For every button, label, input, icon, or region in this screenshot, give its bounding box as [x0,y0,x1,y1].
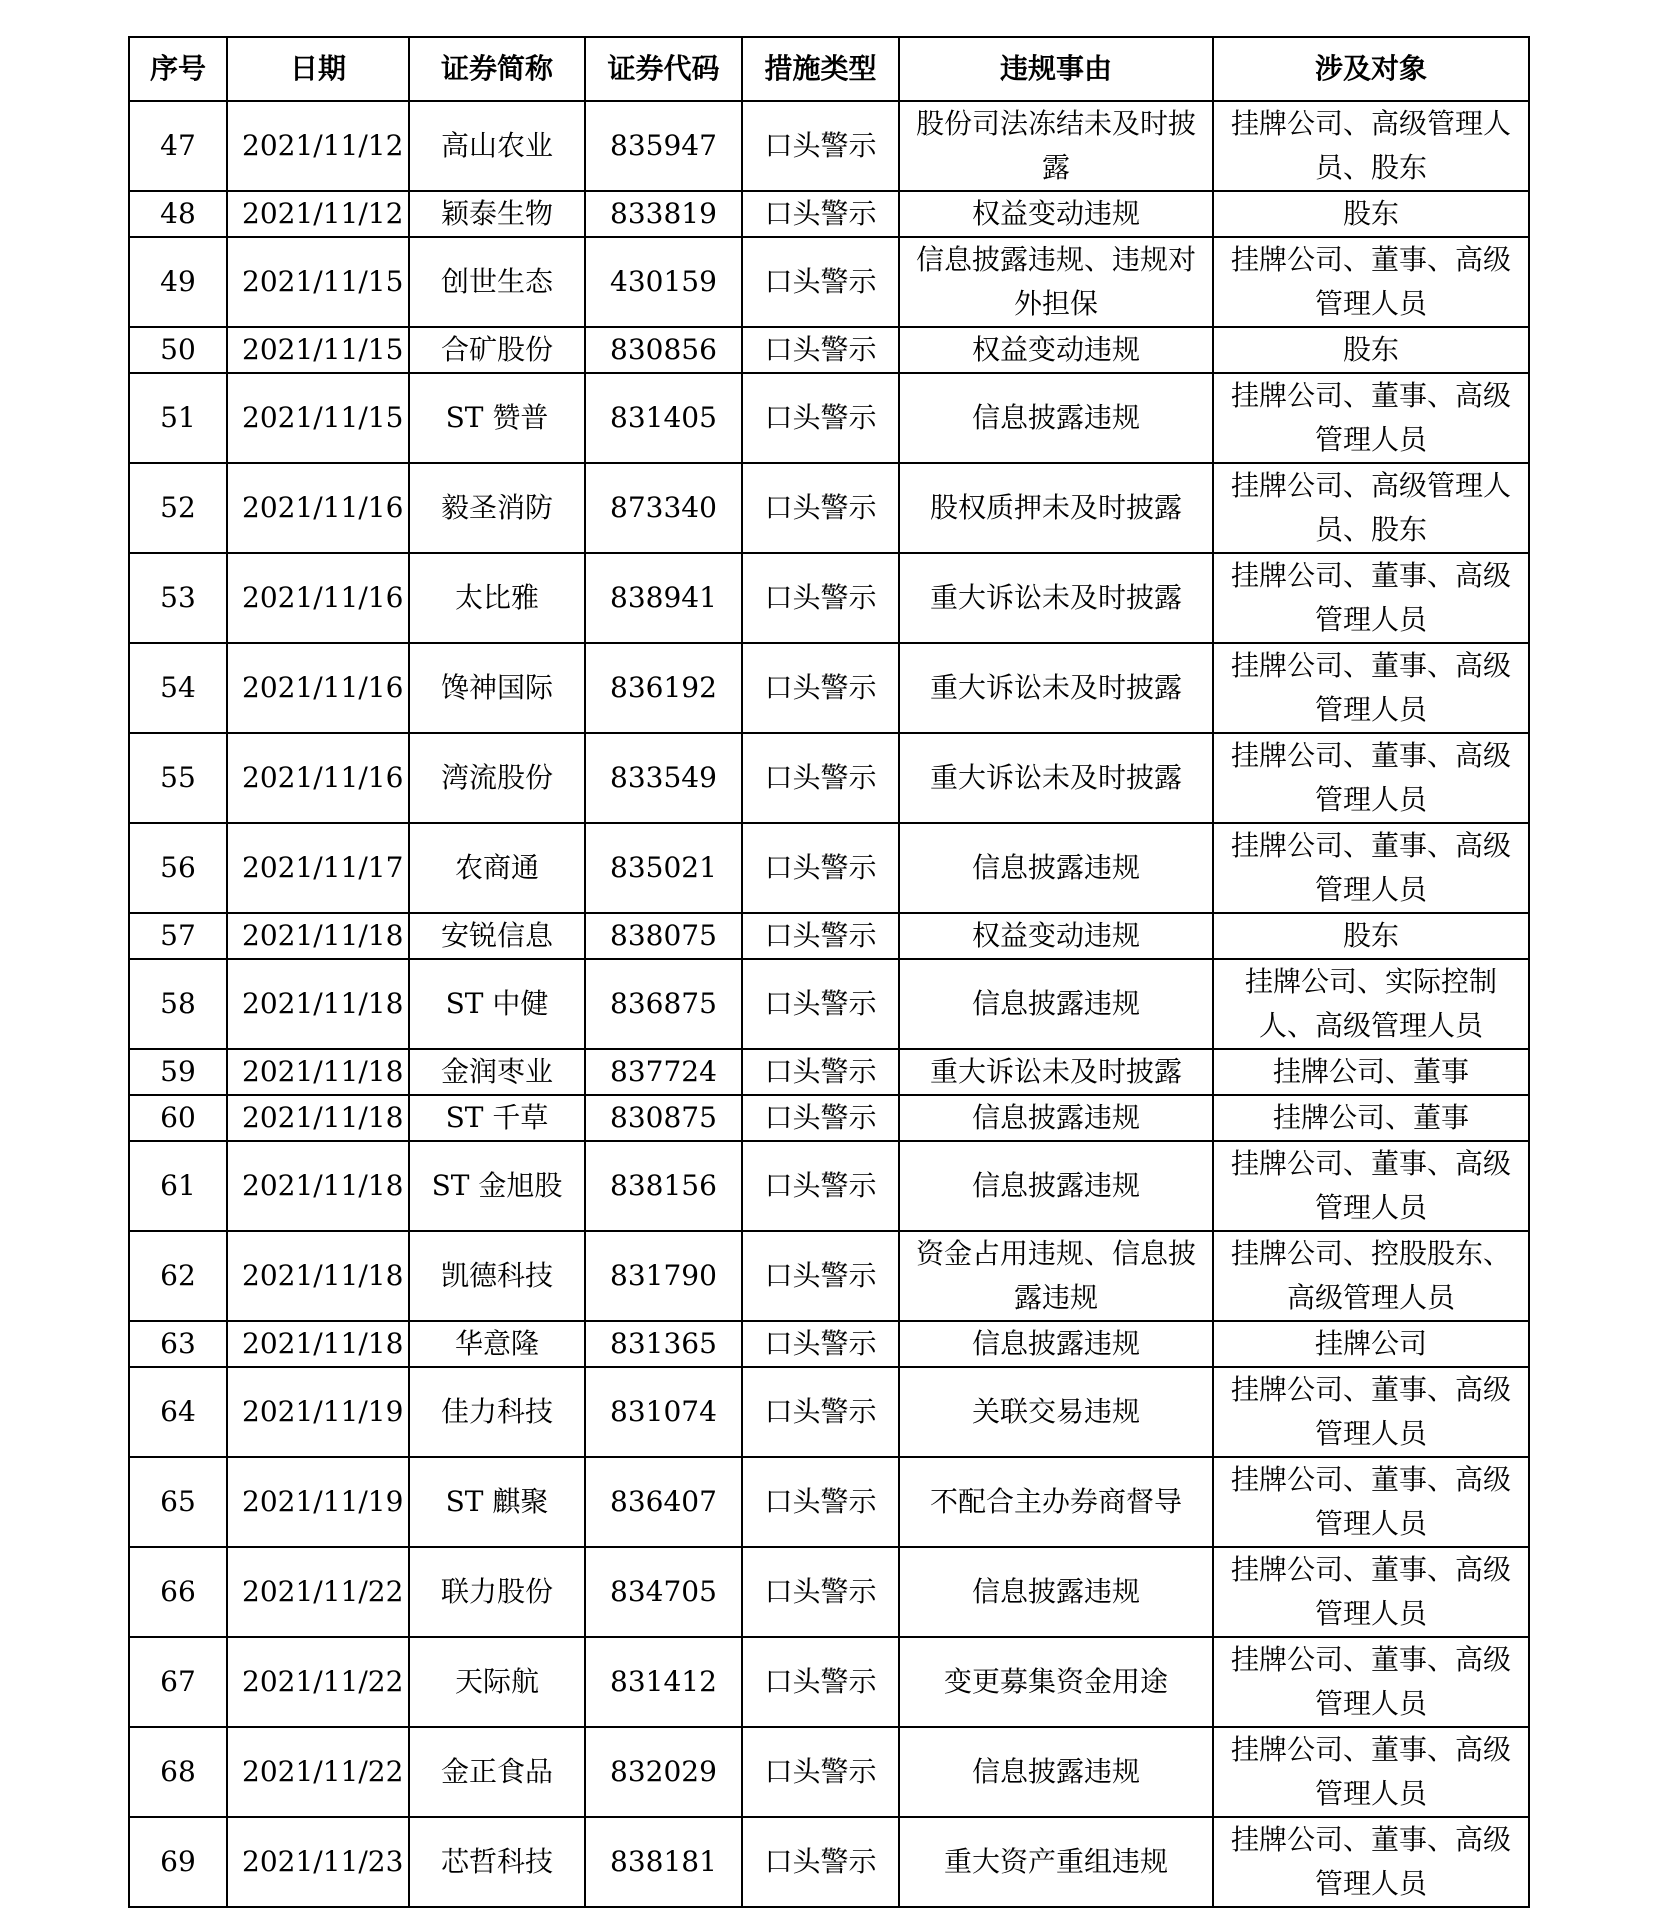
cell-security-code: 831365 [585,1321,742,1367]
cell-security-name: 佳力科技 [409,1367,585,1457]
table-row [129,373,1529,463]
cell-security-code: 873340 [585,463,742,553]
cell-measure-type: 口头警示 [742,101,899,191]
cell-security-code: 831412 [585,1637,742,1727]
cell-measure-type: 口头警示 [742,643,899,733]
cell-security-code: 836192 [585,643,742,733]
cell-date: 2021/11/18 [227,959,409,1049]
table-row [129,1321,1529,1367]
table-row [129,237,1529,327]
table-row [129,553,1529,643]
cell-violation-reason: 信息披露违规 [899,1727,1213,1817]
cell-no: 50 [129,327,227,373]
cell-security-name: ST 中健 [409,959,585,1049]
cell-date: 2021/11/12 [227,191,409,237]
cell-security-code: 835021 [585,823,742,913]
cell-no: 48 [129,191,227,237]
cell-security-name: ST 麒聚 [409,1457,585,1547]
cell-no: 62 [129,1231,227,1321]
cell-measure-type: 口头警示 [742,1367,899,1457]
cell-security-code: 831790 [585,1231,742,1321]
cell-measure-type: 口头警示 [742,1727,899,1817]
cell-security-name: 馋神国际 [409,643,585,733]
table-row [129,823,1529,913]
cell-no: 58 [129,959,227,1049]
cell-no: 54 [129,643,227,733]
cell-security-code: 835947 [585,101,742,191]
cell-no: 57 [129,913,227,959]
cell-security-name: ST 赞普 [409,373,585,463]
cell-involved-parties: 挂牌公司、董事 [1213,1095,1529,1141]
cell-involved-parties: 挂牌公司、董事、高级管理人员 [1213,643,1529,733]
cell-no: 61 [129,1141,227,1231]
cell-measure-type: 口头警示 [742,1049,899,1095]
cell-involved-parties: 挂牌公司、董事、高级管理人员 [1213,1547,1529,1637]
cell-measure-type: 口头警示 [742,733,899,823]
cell-security-code: 833549 [585,733,742,823]
cell-involved-parties: 挂牌公司、实际控制人、高级管理人员 [1213,959,1529,1049]
cell-date: 2021/11/19 [227,1367,409,1457]
cell-date: 2021/11/23 [227,1817,409,1907]
cell-violation-reason: 信息披露违规 [899,373,1213,463]
cell-security-name: 金正食品 [409,1727,585,1817]
cell-measure-type: 口头警示 [742,1547,899,1637]
header-row [129,37,1529,101]
cell-violation-reason: 关联交易违规 [899,1367,1213,1457]
cell-security-name: 凯德科技 [409,1231,585,1321]
header-date: 日期 [227,37,409,101]
table-row [129,1231,1529,1321]
cell-measure-type: 口头警示 [742,1637,899,1727]
cell-violation-reason: 资金占用违规、信息披露违规 [899,1231,1213,1321]
table-row [129,1141,1529,1231]
cell-involved-parties: 挂牌公司、高级管理人员、股东 [1213,463,1529,553]
cell-involved-parties: 挂牌公司、董事、高级管理人员 [1213,553,1529,643]
cell-involved-parties: 挂牌公司、董事、高级管理人员 [1213,733,1529,823]
cell-measure-type: 口头警示 [742,463,899,553]
cell-no: 63 [129,1321,227,1367]
violations-table [128,36,1530,1908]
cell-date: 2021/11/18 [227,1321,409,1367]
cell-involved-parties: 股东 [1213,913,1529,959]
cell-date: 2021/11/15 [227,373,409,463]
table-row [129,959,1529,1049]
cell-security-code: 838075 [585,913,742,959]
cell-security-name: 天际航 [409,1637,585,1727]
table-row [129,1367,1529,1457]
cell-security-code: 834705 [585,1547,742,1637]
cell-security-code: 832029 [585,1727,742,1817]
cell-measure-type: 口头警示 [742,1231,899,1321]
cell-date: 2021/11/22 [227,1727,409,1817]
table-row [129,1547,1529,1637]
cell-violation-reason: 股份司法冻结未及时披露 [899,101,1213,191]
table-row [129,1457,1529,1547]
cell-date: 2021/11/15 [227,237,409,327]
cell-involved-parties: 挂牌公司、董事 [1213,1049,1529,1095]
cell-security-name: 安锐信息 [409,913,585,959]
cell-involved-parties: 挂牌公司、控股股东、高级管理人员 [1213,1231,1529,1321]
cell-no: 55 [129,733,227,823]
cell-security-code: 830875 [585,1095,742,1141]
table-row [129,733,1529,823]
cell-security-name: 太比雅 [409,553,585,643]
cell-involved-parties: 挂牌公司、董事、高级管理人员 [1213,1457,1529,1547]
cell-date: 2021/11/16 [227,643,409,733]
cell-violation-reason: 变更募集资金用途 [899,1637,1213,1727]
cell-violation-reason: 重大诉讼未及时披露 [899,553,1213,643]
cell-involved-parties: 挂牌公司 [1213,1321,1529,1367]
table-row [129,1637,1529,1727]
cell-date: 2021/11/16 [227,733,409,823]
cell-date: 2021/11/19 [227,1457,409,1547]
cell-involved-parties: 挂牌公司、董事、高级管理人员 [1213,1637,1529,1727]
table-row [129,463,1529,553]
cell-measure-type: 口头警示 [742,913,899,959]
cell-measure-type: 口头警示 [742,237,899,327]
cell-measure-type: 口头警示 [742,1457,899,1547]
cell-date: 2021/11/12 [227,101,409,191]
cell-involved-parties: 挂牌公司、董事、高级管理人员 [1213,823,1529,913]
cell-security-name: 农商通 [409,823,585,913]
cell-involved-parties: 股东 [1213,327,1529,373]
cell-measure-type: 口头警示 [742,373,899,463]
cell-measure-type: 口头警示 [742,327,899,373]
cell-measure-type: 口头警示 [742,823,899,913]
cell-no: 51 [129,373,227,463]
cell-violation-reason: 权益变动违规 [899,191,1213,237]
cell-involved-parties: 挂牌公司、董事、高级管理人员 [1213,1367,1529,1457]
cell-violation-reason: 不配合主办券商督导 [899,1457,1213,1547]
table-row [129,327,1529,373]
header-violation-reason: 违规事由 [899,37,1213,101]
cell-security-name: ST 千草 [409,1095,585,1141]
cell-involved-parties: 挂牌公司、董事、高级管理人员 [1213,237,1529,327]
cell-security-name: 合矿股份 [409,327,585,373]
cell-involved-parties: 挂牌公司、董事、高级管理人员 [1213,1817,1529,1907]
cell-security-code: 838181 [585,1817,742,1907]
header-measure-type: 措施类型 [742,37,899,101]
cell-security-code: 830856 [585,327,742,373]
cell-date: 2021/11/16 [227,463,409,553]
cell-violation-reason: 权益变动违规 [899,913,1213,959]
cell-violation-reason: 重大资产重组违规 [899,1817,1213,1907]
cell-no: 60 [129,1095,227,1141]
cell-security-name: 毅圣消防 [409,463,585,553]
cell-security-code: 838941 [585,553,742,643]
table-row [129,1049,1529,1095]
cell-no: 69 [129,1817,227,1907]
cell-violation-reason: 信息披露违规、违规对外担保 [899,237,1213,327]
cell-violation-reason: 权益变动违规 [899,327,1213,373]
cell-date: 2021/11/15 [227,327,409,373]
cell-date: 2021/11/22 [227,1637,409,1727]
cell-date: 2021/11/18 [227,1231,409,1321]
cell-violation-reason: 信息披露违规 [899,823,1213,913]
cell-security-code: 833819 [585,191,742,237]
table-row [129,101,1529,191]
cell-date: 2021/11/18 [227,1141,409,1231]
table-row [129,191,1529,237]
cell-security-name: 湾流股份 [409,733,585,823]
cell-involved-parties: 挂牌公司、董事、高级管理人员 [1213,373,1529,463]
cell-security-name: ST 金旭股 [409,1141,585,1231]
table-body [129,101,1529,1907]
cell-involved-parties: 挂牌公司、高级管理人员、股东 [1213,101,1529,191]
table-row [129,643,1529,733]
cell-measure-type: 口头警示 [742,1321,899,1367]
cell-date: 2021/11/18 [227,913,409,959]
cell-security-name: 联力股份 [409,1547,585,1637]
cell-violation-reason: 重大诉讼未及时披露 [899,733,1213,823]
cell-involved-parties: 挂牌公司、董事、高级管理人员 [1213,1141,1529,1231]
cell-date: 2021/11/18 [227,1095,409,1141]
cell-security-name: 创世生态 [409,237,585,327]
cell-measure-type: 口头警示 [742,1095,899,1141]
cell-security-name: 金润枣业 [409,1049,585,1095]
cell-security-code: 430159 [585,237,742,327]
cell-no: 52 [129,463,227,553]
cell-security-name: 华意隆 [409,1321,585,1367]
cell-violation-reason: 信息披露违规 [899,1321,1213,1367]
table-row [129,1095,1529,1141]
cell-security-name: 颖泰生物 [409,191,585,237]
cell-involved-parties: 股东 [1213,191,1529,237]
table-row [129,913,1529,959]
cell-no: 53 [129,553,227,643]
cell-no: 67 [129,1637,227,1727]
table-row [129,1817,1529,1907]
cell-violation-reason: 重大诉讼未及时披露 [899,1049,1213,1095]
cell-no: 65 [129,1457,227,1547]
cell-security-code: 836407 [585,1457,742,1547]
cell-security-code: 831405 [585,373,742,463]
cell-security-code: 837724 [585,1049,742,1095]
cell-no: 64 [129,1367,227,1457]
cell-violation-reason: 信息披露违规 [899,1095,1213,1141]
table-row [129,1727,1529,1817]
cell-security-code: 831074 [585,1367,742,1457]
cell-measure-type: 口头警示 [742,959,899,1049]
cell-violation-reason: 重大诉讼未及时披露 [899,643,1213,733]
header-involved-parties: 涉及对象 [1213,37,1529,101]
cell-date: 2021/11/17 [227,823,409,913]
cell-measure-type: 口头警示 [742,1817,899,1907]
cell-violation-reason: 股权质押未及时披露 [899,463,1213,553]
cell-no: 49 [129,237,227,327]
cell-violation-reason: 信息披露违规 [899,959,1213,1049]
cell-measure-type: 口头警示 [742,191,899,237]
cell-date: 2021/11/18 [227,1049,409,1095]
cell-no: 59 [129,1049,227,1095]
cell-measure-type: 口头警示 [742,553,899,643]
cell-security-code: 836875 [585,959,742,1049]
cell-violation-reason: 信息披露违规 [899,1547,1213,1637]
header-no: 序号 [129,37,227,101]
cell-measure-type: 口头警示 [742,1141,899,1231]
cell-no: 56 [129,823,227,913]
cell-security-code: 838156 [585,1141,742,1231]
header-security-name: 证券简称 [409,37,585,101]
cell-no: 68 [129,1727,227,1817]
cell-security-name: 高山农业 [409,101,585,191]
cell-security-name: 芯哲科技 [409,1817,585,1907]
cell-date: 2021/11/16 [227,553,409,643]
cell-involved-parties: 挂牌公司、董事、高级管理人员 [1213,1727,1529,1817]
cell-no: 66 [129,1547,227,1637]
cell-no: 47 [129,101,227,191]
header-security-code: 证券代码 [585,37,742,101]
cell-violation-reason: 信息披露违规 [899,1141,1213,1231]
cell-date: 2021/11/22 [227,1547,409,1637]
